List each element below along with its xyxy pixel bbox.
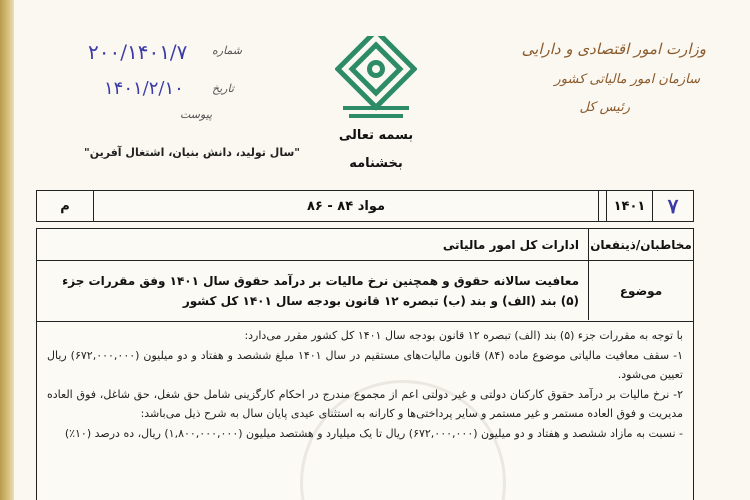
reference-row — [36, 190, 694, 222]
reference-letter: م — [60, 198, 70, 214]
reference-code-cell — [653, 191, 693, 221]
reference-articles-cell — [599, 191, 607, 221]
body-item-2: ۲- نرخ مالیات بر درآمد حقوق کارکنان دولتی و غیر دولتی اعم از مجموع مندرج در احکام کارگزینی شامل حق شغل، حق شاغل، فوق العاده مدیریت و فوق العاده مستمر و غیر مستمر و سایر پرداختی‌ها و کارانه به استثنای عیدی پایان سال به شرح ذیل می‌باشد: — [47, 387, 683, 420]
audience-label: مخاطبان/ذینفعان — [588, 229, 693, 260]
document-type: بخشنامه — [349, 156, 403, 171]
body-intro: با توجه به مقررات جزء (۵) بند (الف) تبصره ۱۲ قانون بودجه سال ۱۴۰۱ کل کشور مقرر می‌دارد: — [244, 329, 683, 342]
organization-name: سازمان امور مالیاتی کشور — [554, 72, 700, 87]
subject-label: موضوع — [588, 261, 693, 320]
basmala: بسمه تعالی — [338, 128, 414, 143]
letter-number-value: ۲۰۰/۱۴۰۱/۷ — [88, 40, 188, 64]
body-item-1: ۱- سقف معافیت مالیاتی موضوع ماده (۸۴) قانون مالیات‌های مستقیم در سال ۱۴۰۱ مبلغ ششصد و هفتاد و دو میلیون (۶۷۲,۰۰۰,۰۰۰) ریال تعیین می‌شود. — [47, 348, 683, 381]
reference-code: ۷ — [667, 194, 679, 218]
signatory-title: رئیس کل — [579, 100, 630, 115]
circular-info-table — [36, 228, 694, 322]
binder-edge — [0, 0, 14, 500]
body-item-2-bracket: - نسبت به مازاد ششصد و هفتاد و دو میلیون (۶۷۲,۰۰۰,۰۰۰) ریال تا یک میلیارد و هشتصد میلیون (۱,۸۰۰,۰۰۰,۰۰۰) ریال، ده درصد (۱۰٪) — [64, 426, 683, 440]
subject-value: معافیت سالانه حقوق و همچنین نرخ مالیات بر درآمد حقوق سال ۱۴۰۱ وفق مقررات جزء (۵) بند (الف) و بند (ب) تبصره ۱۲ قانون بودجه سال ۱۴۰۱ کل کشور — [62, 273, 579, 308]
ministry-name: وزارت امور اقتصادی و دارایی — [521, 40, 706, 58]
tax-organization-logo — [335, 36, 417, 124]
letter-date-value: ۱۴۰۱/۲/۱۰ — [104, 78, 184, 99]
audience-row — [37, 229, 693, 261]
subject-row — [37, 261, 693, 320]
reference-year-cell — [607, 191, 653, 221]
year-slogan: "سال تولید، دانش بنیان، اشتغال آفرین" — [84, 146, 300, 159]
reference-articles-box — [93, 191, 599, 221]
attachment-label: پیوست — [180, 108, 213, 121]
letter-date-label: تاریخ — [212, 82, 234, 95]
reference-letter-cell — [37, 191, 93, 221]
reference-year: ۱۴۰۱ — [613, 198, 646, 214]
letter-number-label: شماره — [212, 44, 243, 57]
reference-articles: مواد ۸۴ - ۸۶ — [306, 198, 386, 214]
audience-value: ادارات کل امور مالیاتی — [442, 237, 579, 252]
